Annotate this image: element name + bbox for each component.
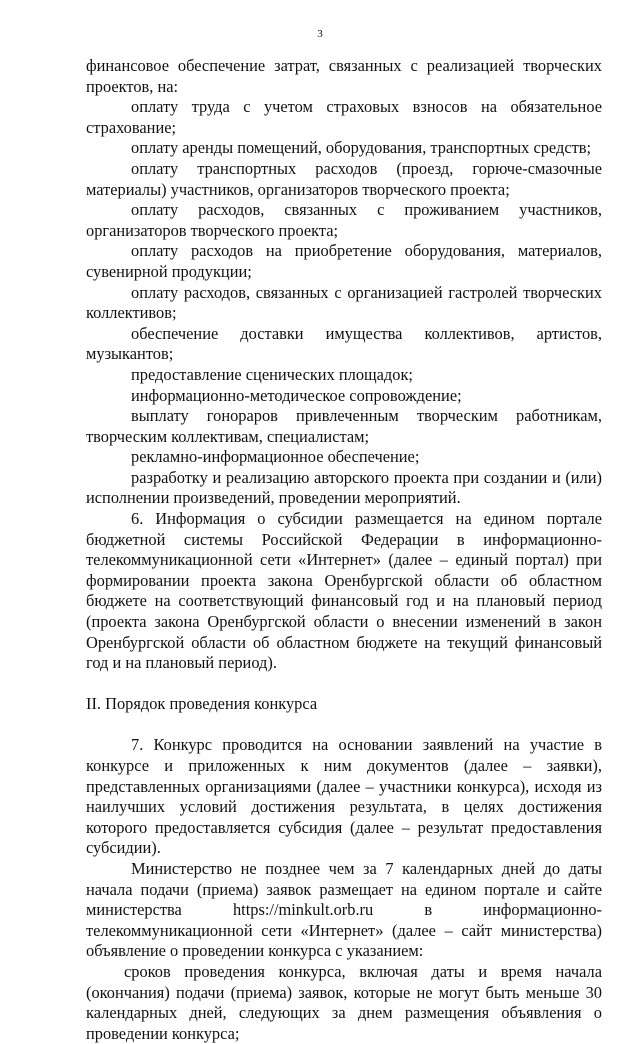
clause-6-paragraph: 6. Информация о субсидии размещается на едином портале бюджетной системы Российской Федерации в информационно-телекоммуникационной сети «Интернет» (далее – единый портал) при формировании проекта закона Оренбургской области об областном бюджете на соответствующий финансовый год и на плановый период (проекта закона Оренбургской области о внесении изменений в закон Оренбургской области об областном бюджете на текущий финансовый год и на плановый период). xyxy=(86,509,602,673)
list-item: обеспечение доставки имущества коллективов, артистов, музыкантов; xyxy=(86,323,602,364)
list-item: выплату гонораров привлеченным творческим работникам, творческим коллективам, специалистам; xyxy=(86,406,602,446)
list-item: оплату расходов, связанных с организацией гастролей творческих коллективов; xyxy=(86,282,602,323)
page-number: 3 xyxy=(317,28,323,40)
list-item: оплату расходов, связанных с проживанием участников, организаторов творческого проекта; xyxy=(86,200,602,240)
paragraph: сроков проведения конкурса, включая даты и время начала (окончания) подачи (приема) заявок, которые не могут быть меньше 30 календарных дней, следующих за днем размещения объявления о проведении конкурса; xyxy=(86,961,602,1043)
list-item: предоставление сценических площадок; xyxy=(131,364,413,384)
list-item: разработку и реализацию авторского проекта при создании и (или) исполнении произведений, проведении мероприятий. xyxy=(86,467,602,508)
clause-7-paragraph: 7. Конкурс проводится на основании заявлений на участие в конкурсе и приложенных к ним документов (далее – заявки), представленных организациями (далее – участники конкурса), исходя из наилучших условий достижения результата, в целях достижения которого предоставляется субсидия (далее – результат предоставления субсидии). xyxy=(86,735,602,858)
list-item: оплату аренды помещений, оборудования, транспортных средств; xyxy=(131,138,592,158)
list-item: оплату расходов на приобретение оборудования, материалов, сувенирной продукции; xyxy=(86,241,602,281)
paragraph: Министерство не позднее чем за 7 календарных дней до даты начала подачи (приема) заявок размещает на едином портале и сайте министерства https://minkult.orb.ru в информационно-телекоммуникационной сети «Интернет» (далее – сайт министерства) объявление о проведении конкурса с указанием: xyxy=(86,858,602,961)
list-item: рекламно-информационное обеспечение; xyxy=(131,447,420,467)
document-body xyxy=(86,56,602,1044)
list-item: оплату транспортных расходов (проезд, горюче-смазочные материалы) участников, организаторов творческого проекта; xyxy=(86,158,602,199)
paragraph: финансовое обеспечение затрат, связанных с реализацией творческих проектов, на: xyxy=(86,56,602,96)
list-item: оплату труда с учетом страховых взносов на обязательное страхование; xyxy=(86,97,602,137)
list-item: информационно-методическое сопровождение; xyxy=(131,385,462,405)
section-heading: II. Порядок проведения конкурса xyxy=(86,693,318,713)
